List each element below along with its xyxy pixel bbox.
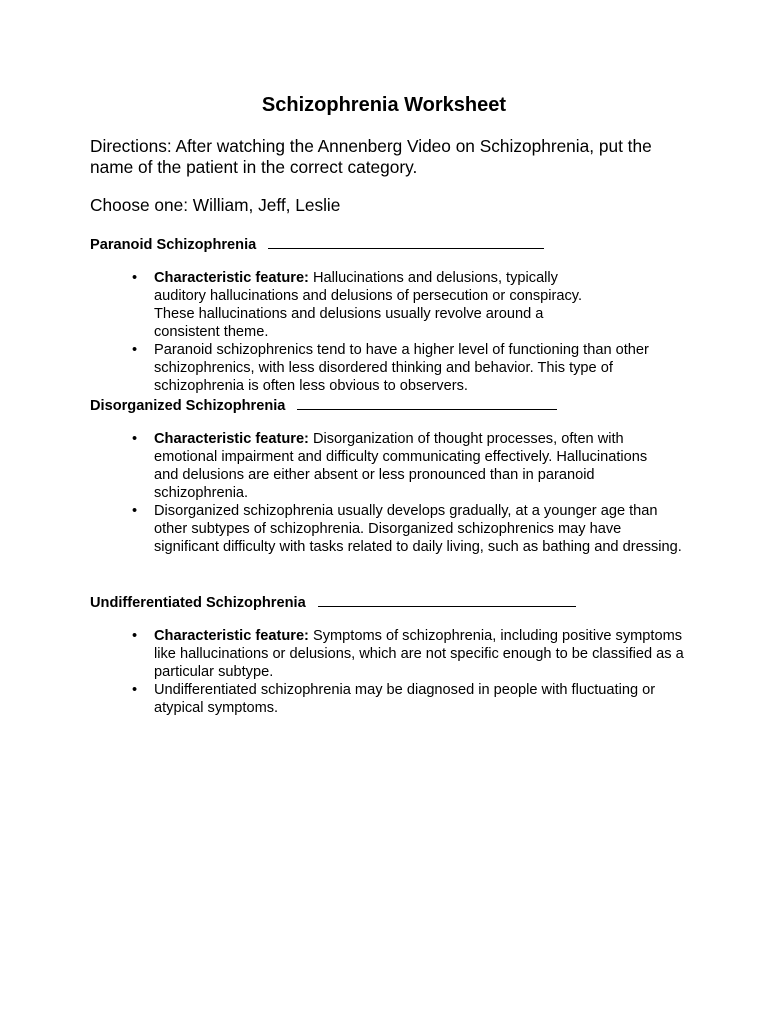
bullet-icon: •: [132, 431, 138, 447]
bullet-list-disorganized: [132, 430, 684, 556]
bullet-list-undifferentiated: [132, 627, 684, 717]
list-item: [132, 502, 684, 556]
bullet-icon: •: [132, 270, 138, 286]
feature-text: Hallucinations and delusions, typically auditory hallucinations and delusions of persecution or conspiracy. These hallucinations and delusions usually revolve around a consistent theme.: [154, 270, 583, 340]
section-heading-label: Disorganized Schizophrenia: [90, 398, 286, 414]
list-item: [132, 681, 684, 717]
bullet-icon: •: [132, 342, 138, 358]
list-item: [132, 341, 684, 395]
page-title: Schizophrenia Worksheet: [261, 94, 507, 116]
feature-label: Characteristic feature:: [154, 628, 309, 644]
section-heading-label: Paranoid Schizophrenia: [90, 237, 257, 253]
feature-label: Characteristic feature:: [154, 431, 309, 447]
feature-text: Disorganization of thought processes, often with emotional impairment and difficulty communicating effectively. Hallucinations and delusions are either absent or less pronounced than in paranoid schizophrenia.: [154, 431, 648, 501]
list-item: [132, 430, 669, 502]
section-heading-undifferentiated: [90, 592, 576, 612]
list-item: [132, 269, 584, 341]
feature-label: Characteristic feature:: [154, 270, 309, 286]
directions-text: Directions: After watching the Annenberg Video on Schizophrenia, put the name of the patient in the correct category.: [90, 136, 652, 177]
answer-blank-undifferentiated[interactable]: [318, 592, 576, 607]
answer-blank-disorganized[interactable]: [297, 395, 557, 410]
answer-blank-paranoid[interactable]: [268, 234, 544, 249]
feature-text: Symptoms of schizophrenia, including positive symptoms like hallucinations or delusions, which are not specific enough to be classified as a particular subtype.: [154, 628, 684, 680]
item-text: Paranoid schizophrenics tend to have a higher level of functioning than other schizophrenics, with less disordered thinking and behavior. This type of schizophrenia is often less obvious to observers.: [154, 342, 649, 394]
section-heading-label: Undifferentiated Schizophrenia: [90, 595, 306, 611]
list-item: [132, 627, 684, 681]
bullet-list-paranoid: [132, 269, 684, 395]
item-text: Undifferentiated schizophrenia may be diagnosed in people with fluctuating or atypical symptoms.: [154, 682, 656, 716]
choose-options-text: Choose one: William, Jeff, Leslie: [90, 195, 341, 215]
section-heading-paranoid: [90, 234, 544, 254]
bullet-icon: •: [132, 628, 138, 644]
section-heading-disorganized: [90, 395, 557, 415]
bullet-icon: •: [132, 682, 138, 698]
item-text: Disorganized schizophrenia usually develops gradually, at a younger age than other subtypes of schizophrenia. Disorganized schizophrenics may have significant difficulty with tasks related to daily living, such as bathing and dressing.: [154, 503, 682, 555]
bullet-icon: •: [132, 503, 138, 519]
